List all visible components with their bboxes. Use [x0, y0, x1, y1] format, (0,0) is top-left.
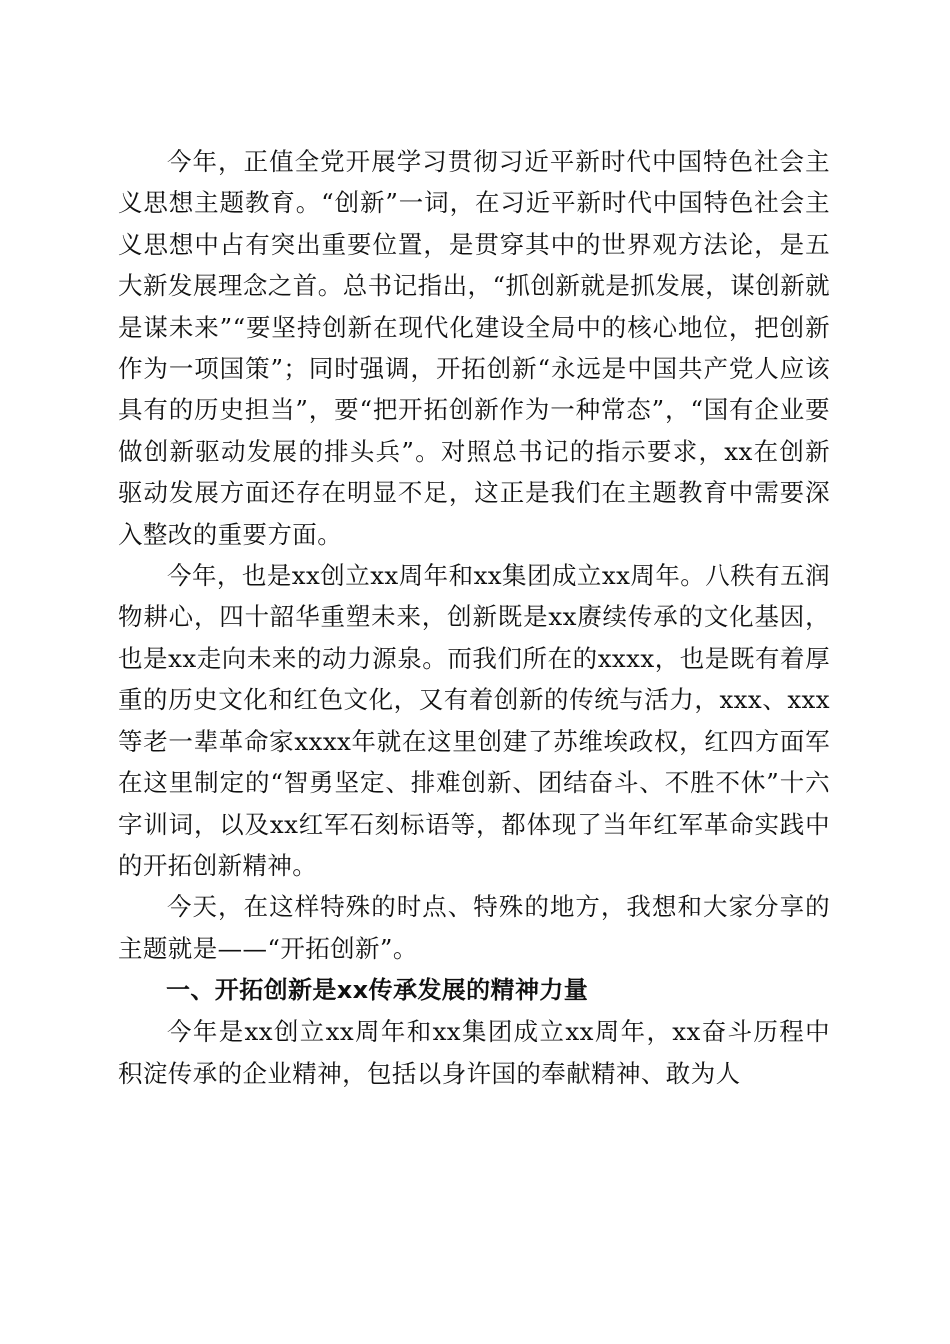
- paragraph-section-one: 今年是xx创立xx周年和xx集团成立xx周年，xx奋斗历程中积淀传承的企业精神，包括以身许国的奉献精神、敢为人: [118, 1017, 830, 1088]
- document-body: [118, 141, 830, 1094]
- section-heading: 一、开拓创新是xx传承发展的精神力量: [166, 976, 589, 1005]
- paragraph-theme: 今天，在这样特殊的时点、特殊的地方，我想和大家分享的主题就是——“开拓创新”。: [118, 892, 830, 963]
- paragraph-anniversary: 今年，也是xx创立xx周年和xx集团成立xx周年。八秩有五润物耕心，四十韶华重塑未来，创新既是xx赓续传承的文化基因，也是xx走向未来的动力源泉。而我们所在的xxxx，也是既有着厚重的历史文化和红色文化，又有着创新的传统与活力，xxx、xxx等老一辈革命家xxxx年就在这里创建了苏维埃政权，红四方面军在这里制定的“智勇坚定、排难创新、团结奋斗、不胜不休”十六字训词，以及xx红军石刻标语等，都体现了当年红军革命实践中的开拓创新精神。: [118, 561, 830, 880]
- paragraph-intro: 今年，正值全党开展学习贯彻习近平新时代中国特色社会主义思想主题教育。“创新”一词，在习近平新时代中国特色社会主义思想中占有突出重要位置，是贯穿其中的世界观方法论，是五大新发展理念之首。总书记指出，“抓创新就是抓发展，谋创新就是谋未来”“要坚持创新在现代化建设全局中的核心地位，把创新作为一项国策”；同时强调，开拓创新“永远是中国共产党人应该具有的历史担当”，要“把开拓创新作为一种常态”，“国有企业要做创新驱动发展的排头兵”。对照总书记的指示要求，xx在创新驱动发展方面还存在明显不足，这正是我们在主题教育中需要深入整改的重要方面。: [118, 147, 830, 549]
